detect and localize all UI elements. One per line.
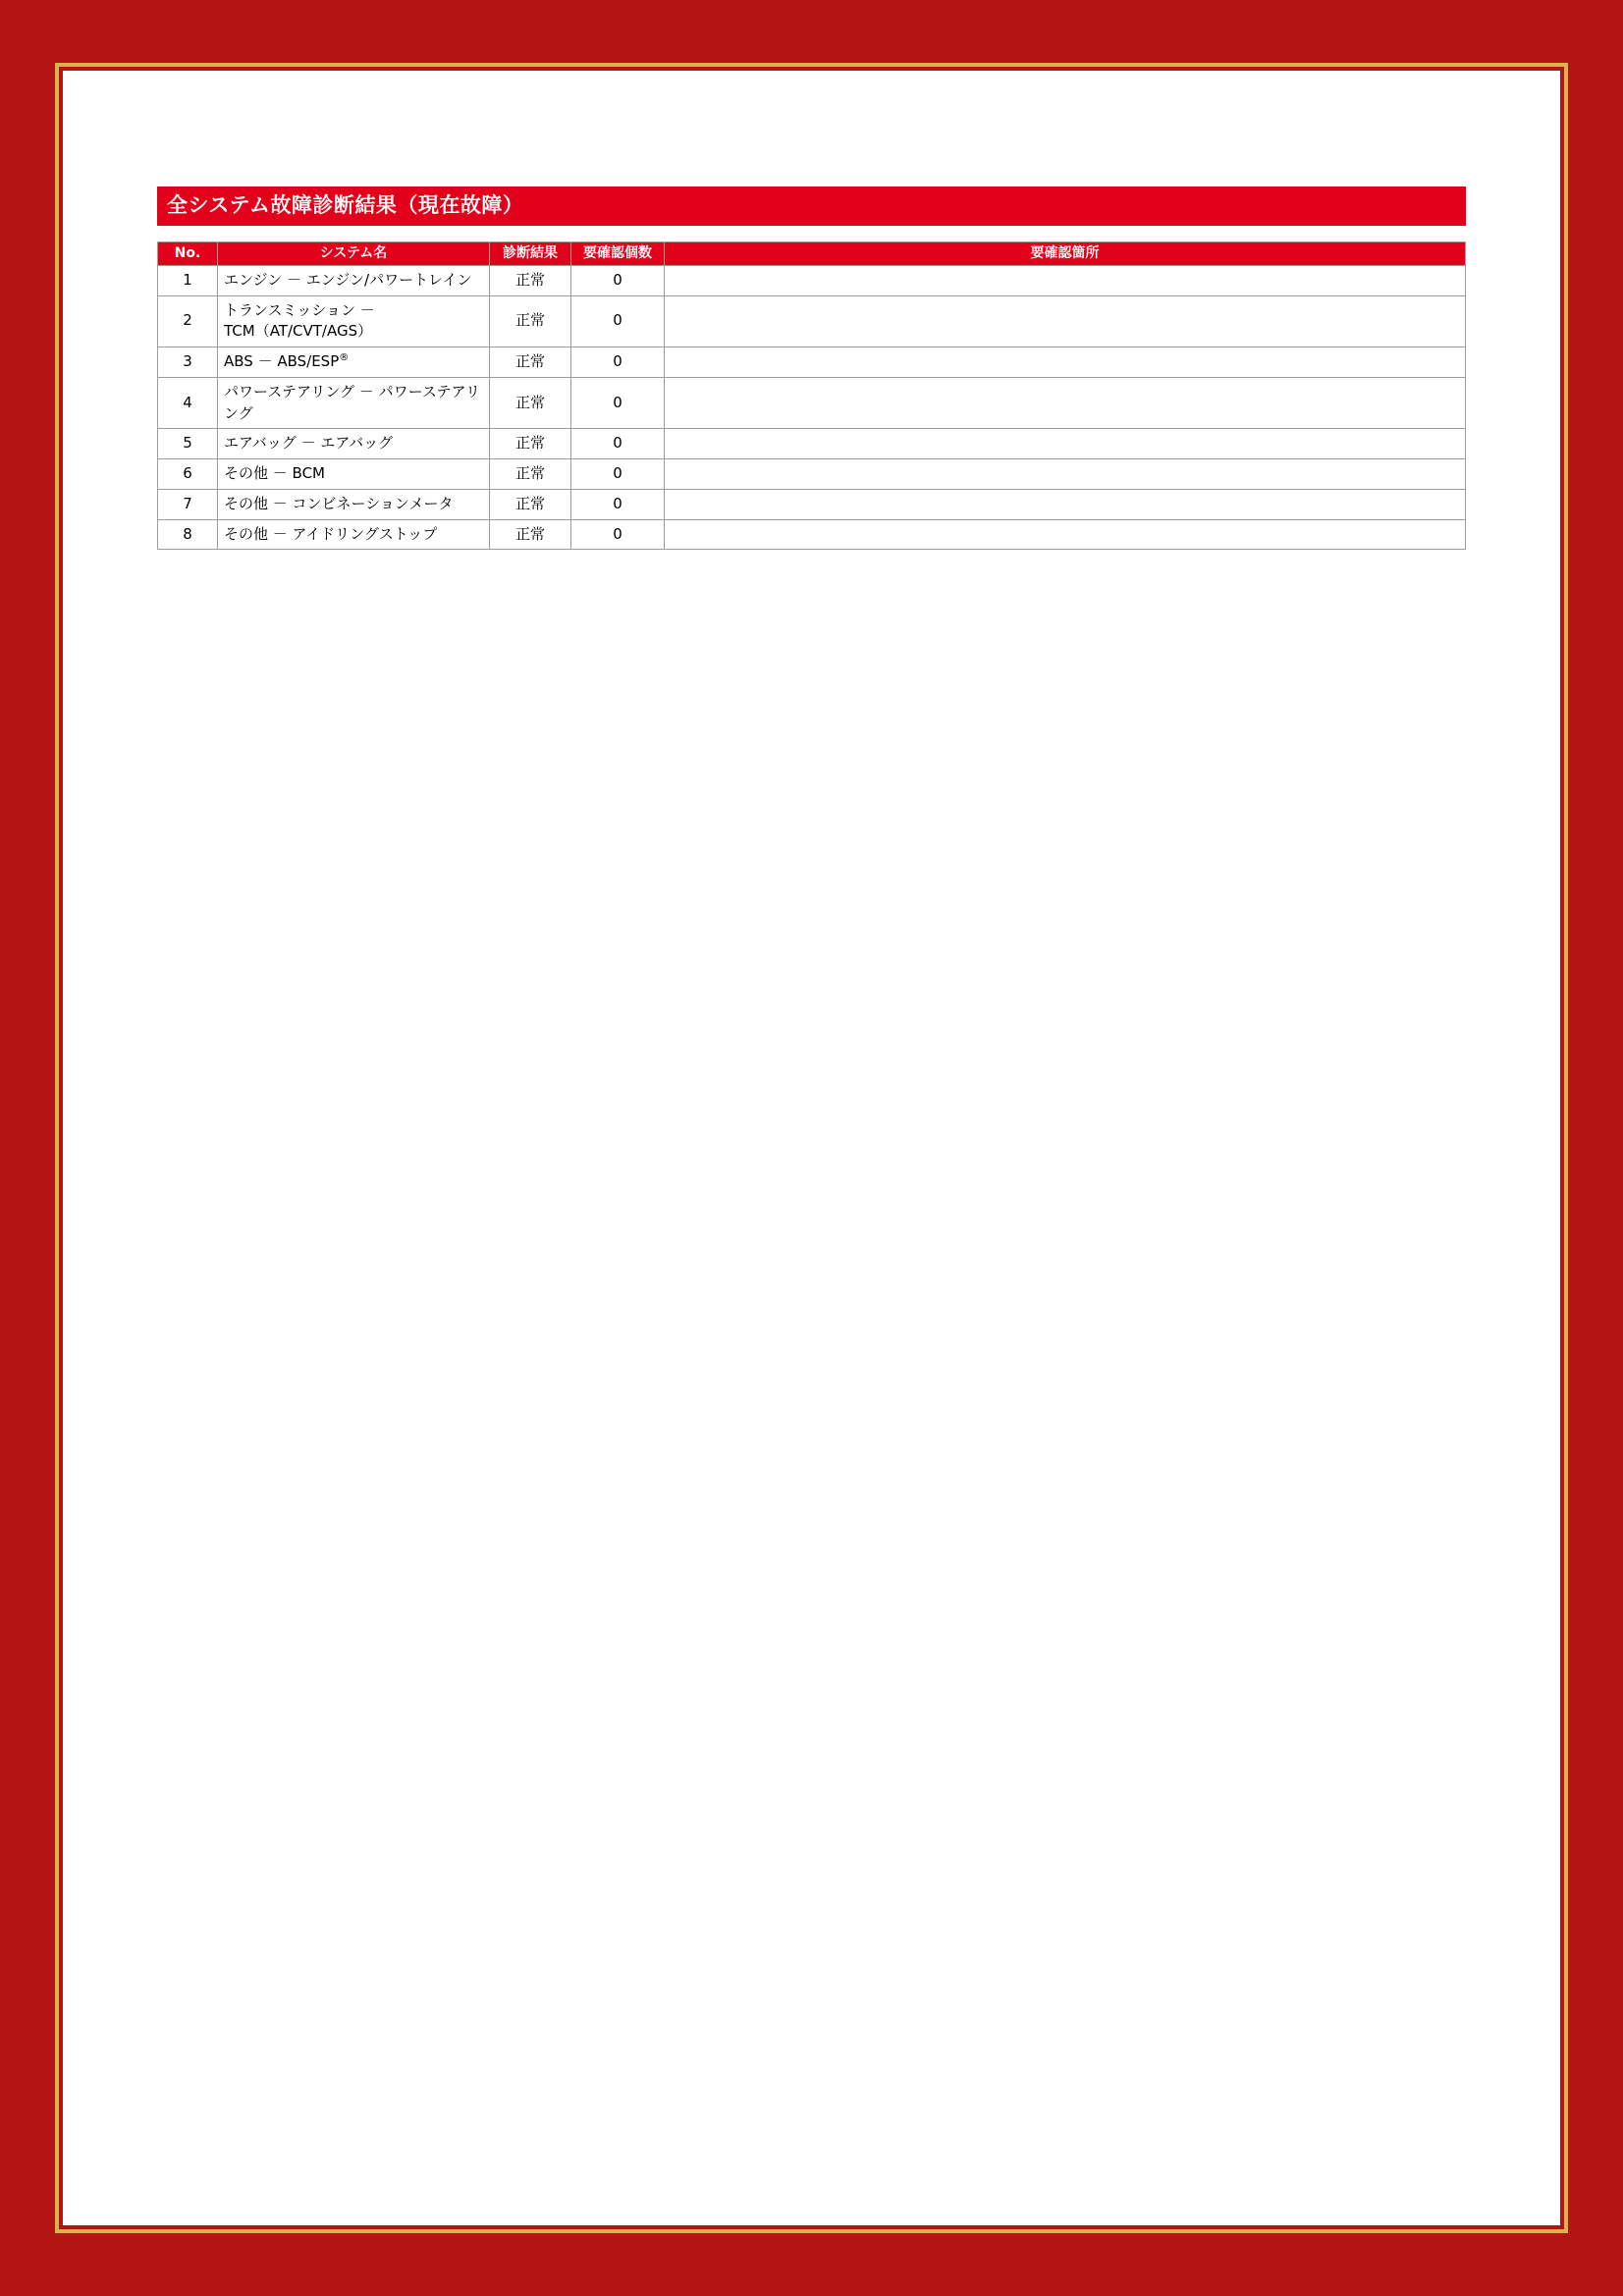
cell-no: 7: [158, 489, 218, 519]
cell-no: 8: [158, 519, 218, 550]
cell-place: [665, 265, 1466, 295]
cell-place: [665, 489, 1466, 519]
table-row: [158, 265, 1466, 295]
column-header-count: 要確認個数: [571, 242, 665, 266]
cell-system-name: その他 － BCM: [218, 459, 490, 490]
cell-system-name: その他 － コンビネーションメータ: [218, 489, 490, 519]
cell-system-name: エアバッグ － エアバッグ: [218, 429, 490, 459]
table-row: [158, 489, 1466, 519]
cell-count: 0: [571, 265, 665, 295]
section-title: 全システム故障診断結果（現在故障）: [157, 187, 1466, 226]
cell-result: 正常: [490, 429, 571, 459]
cell-no: 1: [158, 265, 218, 295]
cell-count: 0: [571, 429, 665, 459]
cell-count: 0: [571, 519, 665, 550]
cell-count: 0: [571, 347, 665, 378]
cell-no: 3: [158, 347, 218, 378]
cell-result: 正常: [490, 295, 571, 347]
cell-result: 正常: [490, 265, 571, 295]
table-row: [158, 377, 1466, 429]
cell-count: 0: [571, 489, 665, 519]
table-row: [158, 347, 1466, 378]
cell-system-name: トランスミッション － TCM（AT/CVT/AGS）: [218, 295, 490, 347]
table-row: [158, 459, 1466, 490]
cell-place: [665, 377, 1466, 429]
cell-place: [665, 429, 1466, 459]
column-header-result: 診断結果: [490, 242, 571, 266]
cell-place: [665, 295, 1466, 347]
cell-count: 0: [571, 295, 665, 347]
cell-result: 正常: [490, 377, 571, 429]
table-header-row: [158, 242, 1466, 266]
cell-count: 0: [571, 377, 665, 429]
column-header-system: システム名: [218, 242, 490, 266]
cell-result: 正常: [490, 489, 571, 519]
cell-count: 0: [571, 459, 665, 490]
cell-no: 6: [158, 459, 218, 490]
table-row: [158, 429, 1466, 459]
diagnostics-table: [157, 241, 1466, 550]
diagnostics-table-body: [158, 265, 1466, 550]
cell-system-name: パワーステアリング － パワーステアリング: [218, 377, 490, 429]
column-header-no: No.: [158, 242, 218, 266]
cell-place: [665, 459, 1466, 490]
cell-place: [665, 347, 1466, 378]
cell-result: 正常: [490, 347, 571, 378]
cell-no: 4: [158, 377, 218, 429]
table-row: [158, 519, 1466, 550]
cell-no: 5: [158, 429, 218, 459]
cell-system-name: ABS － ABS/ESP®: [218, 347, 490, 378]
column-header-place: 要確認箇所: [665, 242, 1466, 266]
cell-system-name: その他 － アイドリングストップ: [218, 519, 490, 550]
report-sheet: [63, 71, 1560, 2225]
table-row: [158, 295, 1466, 347]
cell-system-name: エンジン － エンジン/パワートレイン: [218, 265, 490, 295]
cell-result: 正常: [490, 519, 571, 550]
cell-result: 正常: [490, 459, 571, 490]
cell-no: 2: [158, 295, 218, 347]
cell-place: [665, 519, 1466, 550]
